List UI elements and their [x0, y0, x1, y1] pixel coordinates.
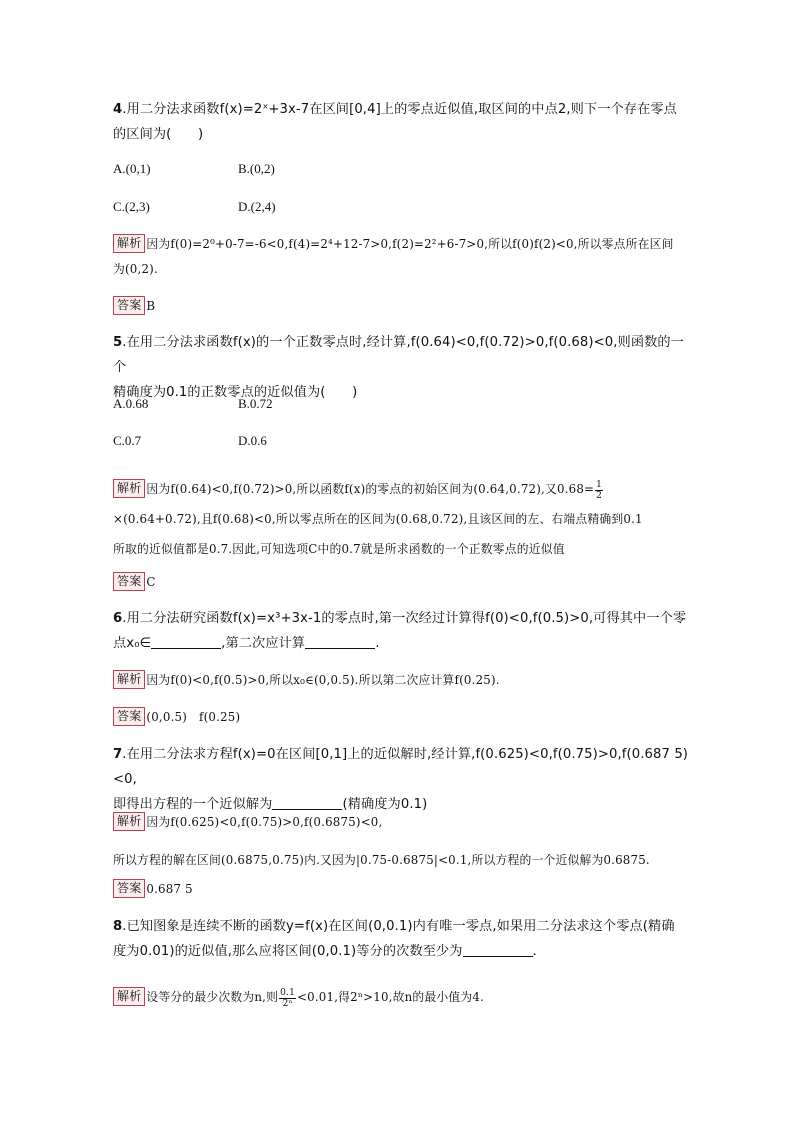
question-8-number: 8	[113, 919, 123, 934]
q7-analysis: 解析 因为f(0.625)<0,f(0.75)>0,f(0.6875)<0, 所以方程的解在区间(0.6875,0.75)内.又因为|0.75-0.6875|<0.1,所以方程的一个近似解为0.6875.	[113, 814, 650, 867]
question-4-stem-line1: 4.用二分法求函数f(x)=2ˣ+3x-7在区间[0,4]上的零点近似值,取区间的中点2,则下一个存在零点	[113, 102, 677, 117]
q7-answer	[113, 877, 693, 902]
q4-answer-value: B	[146, 299, 156, 313]
answer-tag: 答案	[113, 296, 145, 315]
answer-tag: 答案	[113, 707, 145, 726]
q5-option-b[interactable]: B.0.72	[238, 396, 273, 411]
q6-answer	[113, 705, 693, 730]
q5-option-d[interactable]: D.0.6	[238, 433, 267, 448]
q8-analysis: 解析 设等分的最少次数为n,则 $\frac{0.1}{\text{2ⁿ}}$ <0.01,得2ⁿ>10,故n的最小值为4.	[113, 985, 693, 1010]
question-5: 5.在用二分法求函数f(x)的一个正数零点时,经计算,f(0.64)<0,f(0.72)>0,f(0.68)<0,则函数的一个 精确度为0.1的正数零点的近似值为( )	[113, 335, 684, 400]
q4-option-c[interactable]: C.(2,3)	[113, 199, 150, 214]
analysis-tag: 解析	[113, 987, 145, 1006]
q5-option-a[interactable]: A.0.68	[113, 396, 149, 411]
answer-blank[interactable]	[463, 942, 533, 957]
answer-tag: 答案	[113, 572, 145, 591]
question-4	[113, 97, 693, 147]
q4-analysis: 解析 因为f(0)=2⁰+0-7=-6<0,f(4)=2⁴+12-7>0,f(2)=2²+6-7>0,所以f(0)f(2)<0,所以零点所在区间 为(0,2).	[113, 236, 674, 276]
q7-answer-value: 0.687 5	[146, 882, 193, 896]
analysis-tag: 解析	[113, 670, 145, 689]
q6-analysis: 解析 因为f(0)<0,f(0.5)>0,所以x₀∈(0,0.5).所以第二次应计算f(0.25).	[113, 668, 693, 693]
analysis-tag: 解析	[113, 234, 145, 253]
fraction-one-half: $\frac{1}{2}$	[596, 479, 603, 501]
answer-blank[interactable]	[151, 634, 221, 649]
q4-option-a[interactable]: A.(0,1)	[113, 161, 151, 176]
question-5-number: 5	[113, 335, 123, 350]
question-4-number: 4	[113, 102, 123, 117]
question-8: 8.已知图象是连续不断的函数y=f(x)在区间(0,0.1)内有唯一零点,如果用二分法求这个零点(精确 度为0.01)的近似值,那么应将区间(0,0.1)等分的次数至少为 .	[113, 919, 675, 959]
answer-tag: 答案	[113, 879, 145, 898]
question-7-number: 7	[113, 747, 123, 762]
q5-answer	[113, 570, 693, 595]
question-7: 7.在用二分法求方程f(x)=0在区间[0,1]上的近似解时,经计算,f(0.625)<0,f(0.75)>0,f(0.687 5)<0, 即得出方程的一个近似解为 (精确度为0.1)	[113, 747, 689, 812]
q5-answer-value: C	[146, 575, 156, 589]
q5-option-c[interactable]: C.0.7	[113, 433, 142, 448]
q4-answer	[113, 294, 693, 319]
q4-option-b[interactable]: B.(0,2)	[238, 161, 275, 176]
question-6: 6.用二分法研究函数f(x)=x³+3x-1的零点时,第一次经过计算得f(0)<0,f(0.5)>0,可得其中一个零 点x₀∈ ,第二次应计算 .	[113, 611, 687, 651]
q4-option-d[interactable]: D.(2,4)	[238, 199, 276, 214]
analysis-tag: 解析	[113, 812, 145, 831]
fraction-0.1-over-2n: $\frac{0.1}{\text{2ⁿ}}$	[280, 987, 296, 1009]
question-4-stem-line2: 的区间为( )	[113, 127, 204, 142]
answer-blank[interactable]	[305, 634, 375, 649]
q6-answer-value: (0,0.5) f(0.25)	[146, 710, 241, 724]
analysis-tag: 解析	[113, 479, 145, 498]
question-6-number: 6	[113, 611, 123, 626]
q5-analysis: 解析 因为f(0.64)<0,f(0.72)>0,所以函数f(x)的零点的初始区间为(0.64,0.72),又0.68= $\frac{1}{2}$ ×(0.64+0.72),且f(0.68)<0,所以零点所在的区间为(0.68,0.72),且该区间的左、右端点精确到0.1 所取的近似值都是0.7.因此,可知选项C中的0.7就是所求函数的一个正数零点的近似值	[113, 479, 643, 556]
